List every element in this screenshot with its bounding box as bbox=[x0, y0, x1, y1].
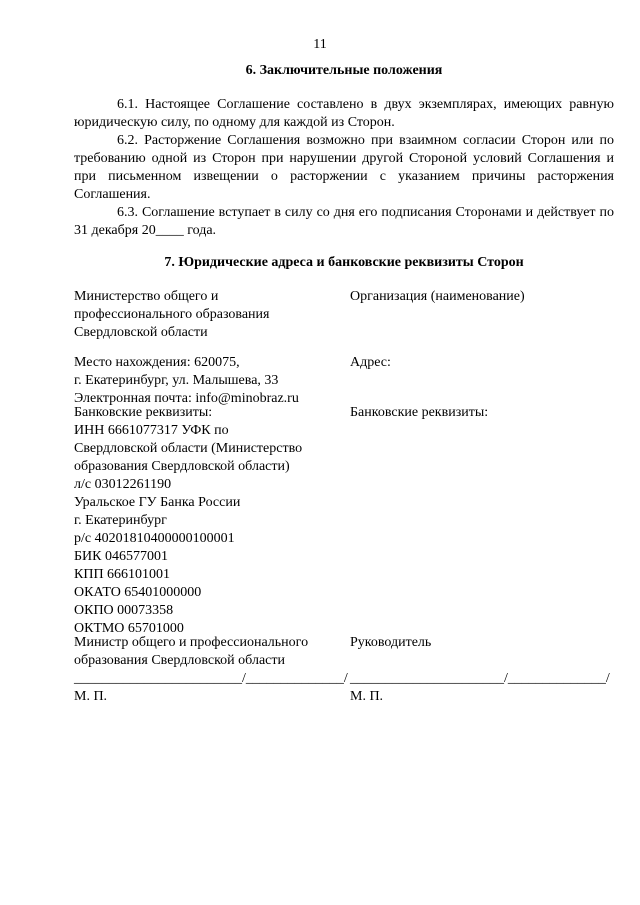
bank-line: р/с 40201810400000100001 bbox=[74, 531, 235, 546]
bank-line: образования Свердловской области) bbox=[74, 459, 290, 474]
bank-line: КПП 666101001 bbox=[74, 567, 171, 582]
bank-line: Свердловской области (Министерство bbox=[74, 441, 303, 456]
ministry-address-line: г. Екатеринбург, ул. Малышева, 33 bbox=[74, 373, 279, 388]
bank-line: Банковские реквизиты: bbox=[74, 405, 213, 420]
bank-line: ОКПО 00073358 bbox=[74, 603, 174, 618]
organization-address: Адрес: bbox=[350, 355, 391, 370]
organization-bank-details: Банковские реквизиты: bbox=[350, 405, 489, 420]
ministry-address-line: Место нахождения: 620075, bbox=[74, 355, 240, 370]
section-7-title: 7. Юридические адреса и банковские реквизиты Сторон bbox=[164, 255, 524, 270]
ministry-signature-block bbox=[74, 634, 348, 706]
bank-line: Уральское ГУ Банка России bbox=[74, 495, 241, 510]
bank-line: л/с 03012261190 bbox=[74, 477, 172, 492]
signer-title-line: образования Свердловской области bbox=[74, 653, 285, 668]
bank-line: ИНН 6661077317 УФК по bbox=[74, 423, 229, 438]
ministry-bank-details bbox=[74, 404, 344, 638]
signer-title-line: Руководитель bbox=[350, 635, 432, 650]
page-number: 11 bbox=[313, 37, 327, 52]
bank-line: г. Екатеринбург bbox=[74, 513, 167, 528]
ministry-address bbox=[74, 354, 344, 408]
stamp-label: М. П. bbox=[74, 689, 108, 704]
signature-line: ________________________/______________/ bbox=[74, 671, 348, 686]
stamp-label: М. П. bbox=[350, 689, 384, 704]
ministry-address-line: Электронная почта: info@minobraz.ru bbox=[74, 391, 299, 406]
clause-6-1: 6.1. Настоящее Соглашение составлено в двух экземплярах, имеющих равную юридическую силу, по одному для каждой из Сторон. bbox=[74, 97, 614, 130]
bank-line: ОКАТО 65401000000 bbox=[74, 585, 202, 600]
organization-signature-block bbox=[350, 634, 620, 706]
signer-title-line: Министр общего и профессионального bbox=[74, 635, 309, 650]
ministry-org bbox=[74, 288, 344, 342]
ministry-org-line: Свердловской области bbox=[74, 325, 208, 340]
clause-6-3: 6.3. Соглашение вступает в силу со дня его подписания Сторонами и действует по 31 декабря 20____ года. bbox=[74, 205, 614, 238]
ministry-org-line: Министерство общего и bbox=[74, 289, 219, 304]
section-6-title: 6. Заключительные положения bbox=[245, 63, 443, 78]
clause-6-2: 6.2. Расторжение Соглашения возможно при взаимном согласии Сторон или по требованию одной из Сторон при нарушении другой Стороной условий Соглашения и при письменном извещении о расторжении с указанием причины расторжения Соглашения. bbox=[74, 133, 614, 202]
bank-line: БИК 046577001 bbox=[74, 549, 168, 564]
ministry-org-line: профессионального образования bbox=[74, 307, 270, 322]
organization-name: Организация (наименование) bbox=[350, 289, 525, 304]
bank-line: ОКТМО 65701000 bbox=[74, 621, 184, 636]
signature-line: ______________________/______________/ bbox=[350, 671, 610, 686]
